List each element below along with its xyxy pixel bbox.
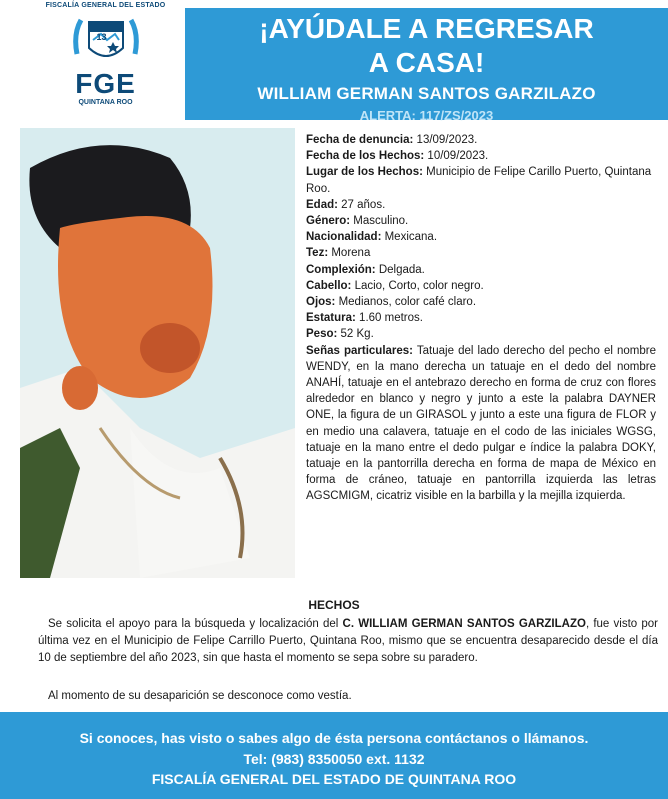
logo-bottom-text: QUINTANA ROO <box>78 99 133 106</box>
footer-agency: FISCALÍA GENERAL DEL ESTADO DE QUINTANA ROO <box>151 771 517 787</box>
detail-row: Fecha de los Hechos: 10/09/2023. <box>306 150 489 163</box>
missing-person-name: WILLIAM GERMAN SANTOS GARZILAZO <box>257 84 596 103</box>
detail-row: Ojos: Medianos, color café claro. <box>306 296 477 309</box>
banner-title-line2: A CASA! <box>368 47 485 78</box>
facts-paragraph: Se solicita el apoyo para la búsqueda y localización del C. WILLIAM GERMAN SANTOS GARZILAZO, fue visto por última vez en el Municipio de Felipe Carrillo Puerto, Quintana Roo, mismo que se encuentra desaparecido desde el día 10 de septiembre del año 2023, sin que hasta el momento se sepa sobre su paradero. <box>38 618 658 664</box>
detail-row: Fecha de denuncia: 13/09/2023. <box>306 134 478 146</box>
detail-row: Peso: 52 Kg. <box>306 328 374 341</box>
detail-row: Cabello: Lacio, Corto, color negro. <box>306 279 484 292</box>
distinguishing-marks: Señas particulares: Tatuaje del lado derecho del pecho el nombre WENDY, en la mano derecha un tatuaje en el dedo del nombre ANAHÍ, tatuaje en el antebrazo derecho en forma de cruz con flores alrededor en blanco y negro y junto a este la palabra DAYNER ONE, la figura de un GIRASOL y junto a este una figura de FLOR y en medio una calavera, tatuaje en el codo de las iniciales WGSG, tatuaje en la mano entre el dedo pulgar e índice la palabra DOKY, tatuaje en la pantorrilla derecha en forma de mapa de México en forma de cráneo, tatuaje en pantorrilla izquierda las letras AGSCMIGM, cicatriz visible en la barbilla y la mejilla izquierda. <box>306 344 656 503</box>
shield-number: 13 <box>96 32 107 42</box>
detail-row: Tez: Morena <box>306 247 371 260</box>
detail-row: Estatura: 1.60 metros. <box>306 312 423 325</box>
detail-row: Lugar de los Hechos: Municipio de Felipe Carillo Puerto, Quintana Roo. <box>306 166 652 195</box>
detail-row: Género: Masculino. <box>306 215 409 228</box>
fge-logo <box>28 2 183 120</box>
header-banner <box>185 8 668 123</box>
detail-row: Complexión: Delgada. <box>306 263 425 276</box>
detail-row: Nacionalidad: Mexicana. <box>306 231 438 244</box>
person-photo <box>20 128 295 578</box>
person-details <box>306 132 656 505</box>
shield-emblem-icon <box>71 14 141 69</box>
banner-title-line1: ¡AYÚDALE A REGRESAR <box>259 13 594 44</box>
detail-row: Edad: 27 años. <box>306 198 386 211</box>
footer-phone: Tel: (983) 8350050 ext. 1132 <box>243 751 425 767</box>
logo-acronym: FGE <box>75 68 136 99</box>
clothing-note: Al momento de su desaparición se desconoce como vestía. <box>48 690 352 702</box>
logo-top-text: FISCALÍA GENERAL DEL ESTADO <box>45 2 166 9</box>
facts-heading: HECHOS <box>308 598 360 612</box>
alert-number: ALERTA: 117/ZS/2023 <box>359 108 494 123</box>
footer-call-to-action: Si conoces, has visto o sabes algo de ésta persona contáctanos o llámanos. <box>79 730 589 746</box>
contact-footer <box>0 712 668 799</box>
